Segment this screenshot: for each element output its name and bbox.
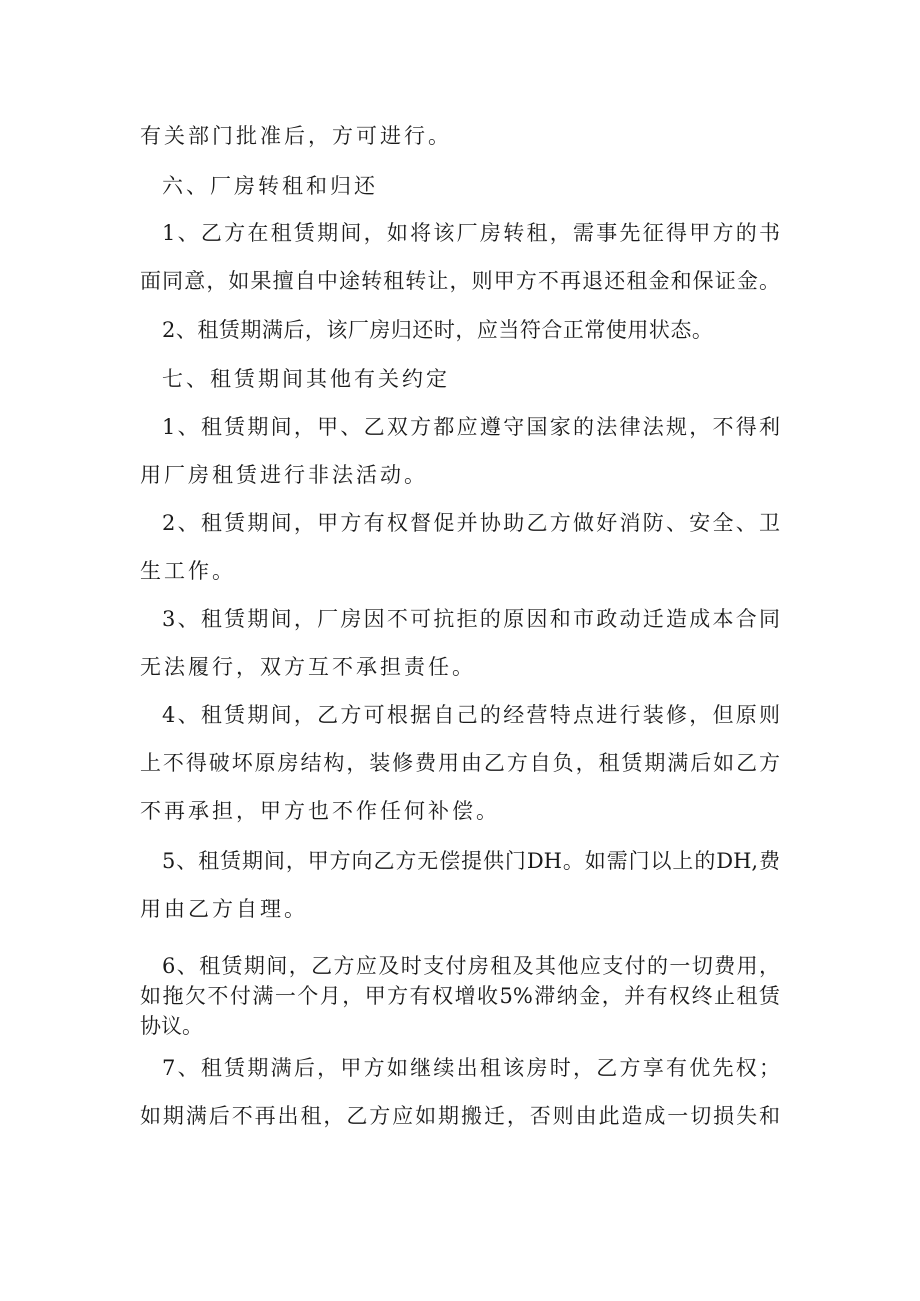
text-line: 1、租赁期间，甲、乙双方都应遵守国家的法律法规，不得利 [162,415,780,439]
section-heading: 六、厂房转租和归还 [162,174,378,198]
text-line: 生工作。 [140,559,236,583]
text-line: 面同意，如果擅自中途转租转让，则甲方不再退还租金和保证金。 [140,269,780,293]
text-line: 1、乙方在租赁期间，如将该厂房转租，需事先征得甲方的书 [162,221,780,245]
text-line: 7、租赁期满后，甲方如继续出租该房时，乙方享有优先权； [162,1056,780,1080]
text-line: 如拖欠不付满一个月，甲方有权增收5%滞纳金，并有权终止租赁 [140,984,780,1008]
text-line: 上不得破坏原房结构，装修费用由乙方自负，租赁期满后如乙方 [140,751,780,775]
text-line: 用厂房租赁进行非法活动。 [140,463,428,487]
text-line: 2、租赁期满后，该厂房归还时，应当符合正常使用状态。 [162,318,714,342]
text-line: 用由乙方自理。 [140,897,308,921]
text-line: 3、租赁期间，厂房因不可抗拒的原因和市政动迁造成本合同 [162,607,780,631]
text-line: 协议。 [140,1014,203,1038]
text-line: 2、租赁期间，甲方有权督促并协助乙方做好消防、安全、卫 [162,511,780,535]
text-line: 如期满后不再出租，乙方应如期搬迁，否则由此造成一切损失和 [140,1104,780,1128]
text-line: 不再承担，甲方也不作任何补偿。 [140,799,500,823]
text-line: 6、租赁期间，乙方应及时支付房租及其他应支付的一切费用， [162,954,780,978]
section-heading: 七、租赁期间其他有关约定 [162,367,450,391]
text-line: 无法履行，双方互不承担责任。 [140,655,476,679]
text-line: 4、租赁期间，乙方可根据自己的经营特点进行装修，但原则 [162,703,780,727]
text-line: 有关部门批准后，方可进行。 [140,124,452,148]
text-line: 5、租赁期间，甲方向乙方无偿提供门DH。如需门以上的DH,费 [162,849,780,873]
